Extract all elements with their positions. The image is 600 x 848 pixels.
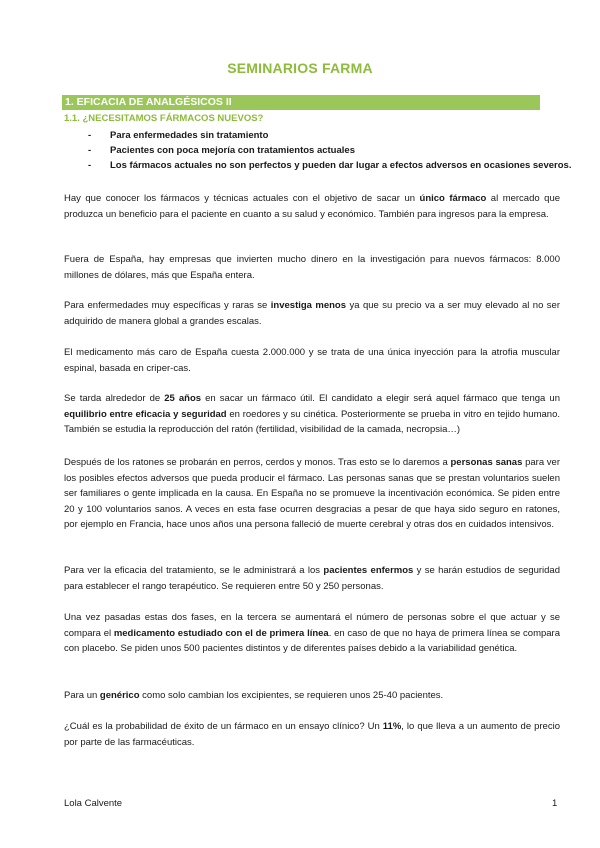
paragraph: Después de los ratones se probarán en perros, cerdos y monos. Tras esto se lo daremos a personas sanas para ver los posibles efectos adversos que pueda producir el fármaco. Las personas sanas que se prestan voluntarios suelen ser familiares o gente implicada en la causa. En España no se promueve la incentivación económica. Se piden entre 20 y 100 voluntarios sanos. A veces en esta fase ocurren desgracias a pesar de que haya sido seguro en ratones, por ejemplo en Francia, hace unos años una persona falleció de muerte cerebral y otras dos en cuidados intensivos. (64, 457, 560, 530)
paragraph: Una vez pasadas estas dos fases, en la tercera se aumentará el número de personas sobre el que actuar y se compara el medicamento estudiado con el de primera línea. en caso de que no haya de primera línea se compara con placebo. Se piden unos 500 pacientes distintos y de diferentes países debido a la variabilidad genética. (64, 612, 561, 654)
paragraph: Para enfermedades muy específicas y raras se investiga menos ya que su precio va a ser muy elevado al no ser adquirido de manera global a grandes escalas. (64, 300, 560, 327)
dash-marker: - (88, 145, 92, 156)
paragraph: El medicamento más caro de España cuesta 2.000.000 y se trata de una única inyección para la atrofia muscular espinal, basada en criper-cas. (64, 347, 560, 374)
paragraph: Para un genérico como solo cambian los excipientes, se requieren unos 25-40 pacientes. (64, 690, 444, 701)
page-number: 1 (552, 798, 558, 809)
paragraph: Se tarda alrededor de 25 años en sacar un fármaco útil. El candidato a elegir será aquel fármaco que tenga un equilibrio entre eficacia y seguridad en roedores y su cinética. Posteriormente se prueba in vitro en tejido humano. También se estudia la reproducción del ratón (fertilidad, visibilidad de la camada, necropsia…) (64, 393, 560, 435)
paragraph: Hay que conocer los fármacos y técnicas actuales con el objetivo de sacar un único fármaco al mercado que produzca un beneficio para el paciente en cuanto a su salud y económico. También para ingresos para la empresa. (64, 193, 561, 220)
document-title: SEMINARIOS FARMA (227, 60, 373, 76)
dash-marker: - (88, 130, 92, 141)
paragraph: Para ver la eficacia del tratamiento, se le administrará a los pacientes enfermos y se harán estudios de seguridad para establecer el rango terapéutico. Se requieren entre 50 y 250 personas. (64, 565, 561, 592)
dash-marker: - (88, 160, 92, 171)
bullet-item: - Para enfermedades sin tratamiento (88, 130, 269, 141)
bullet-item: - Los fármacos actuales no son perfectos y pueden dar lugar a efectos adversos en ocasiones severos. (88, 160, 572, 171)
subsection-heading: 1.1. ¿NECESITAMOS FÁRMACOS NUEVOS? (64, 113, 264, 124)
paragraph: ¿Cuál es la probabilidad de éxito de un fármaco en un ensayo clínico? Un 11%, lo que lleva a un aumento de precio por parte de las farmacéuticas. (64, 721, 560, 748)
footer-author: Lola Calvente (64, 798, 123, 809)
bullet-list (88, 128, 571, 173)
bullet-item: - Pacientes con poca mejoría con tratamientos actuales (88, 145, 355, 156)
paragraph: Fuera de España, hay empresas que invierten mucho dinero en la investigación para nuevos fármacos: 8.000 millones de dólares, más que España entera. (64, 254, 560, 281)
section-heading: 1. EFICACIA DE ANALGÉSICOS II (62, 95, 540, 110)
